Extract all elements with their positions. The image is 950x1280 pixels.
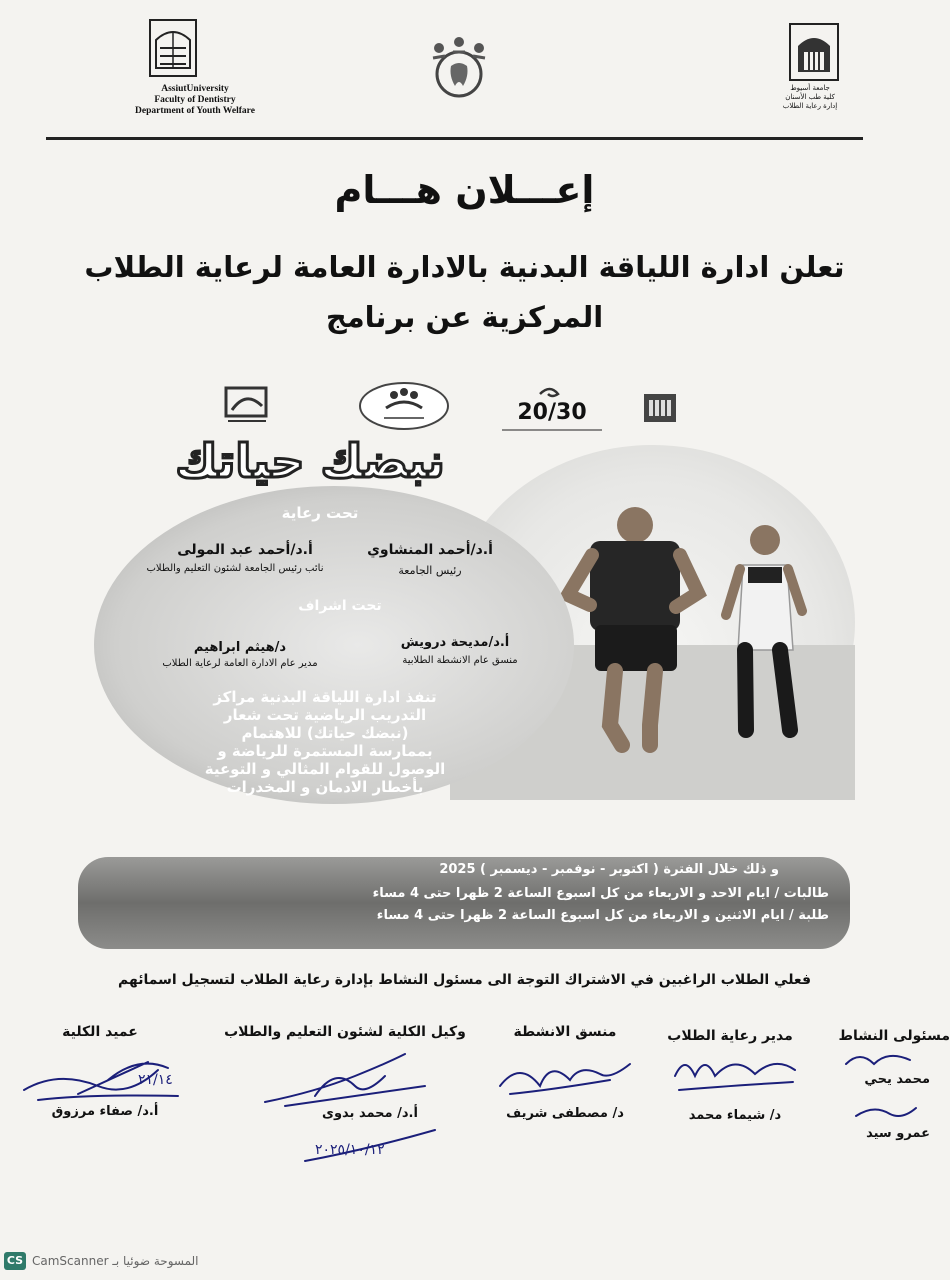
coordinator-signature (490, 1050, 640, 1100)
headline-line-1: تعلن ادارة اللياقة البدنية بالادارة العامة لرعاية الطلاب (84, 250, 845, 284)
vice-dean-name: أ.د/ محمد بدوى (322, 1106, 418, 1121)
description-line: الوصول للقوام المثالي و التوعية (204, 760, 446, 778)
patron2-title: نائب رئيس الجامعة لشئون التعليم والطلاب (146, 563, 324, 574)
header-department: Department of Youth Welfare (135, 106, 255, 116)
coordinator-name: د/ مصطفى شريف (506, 1106, 624, 1121)
patronage-heading: تحت رعاية (281, 504, 359, 522)
supervisor1-name: أ.د/مديحة درويش (400, 635, 510, 650)
header-ar-university: جامعة أسيوط (790, 84, 830, 92)
schedule-period: و ذلك خلال الفترة ( اكتوبر - نوفمبر - ديسمبر ) 2025 (439, 862, 779, 877)
activity-officers-title: مسئولى النشاط (838, 1028, 950, 1044)
description-line: التدريب الرياضية تحت شعار (223, 706, 427, 724)
supervisor2-title: مدير عام الادارة العامة لرعاية الطلاب (162, 658, 318, 669)
student-activity-logo (356, 380, 452, 432)
camscanner-watermark: المسوحة ضوئيا بـ CamScanner (32, 1254, 199, 1268)
announcement-title: إعـــلان هـــام (334, 168, 595, 212)
header-ar-department: إدارة رعاية الطلاب (782, 102, 838, 110)
svg-text:٢١/١٤: ٢١/١٤ (138, 1072, 173, 1088)
header-divider (46, 137, 863, 140)
supervisor1-title: منسق عام الانشطة الطلابية (402, 655, 518, 666)
header-faculty: Faculty of Dentistry (154, 95, 236, 105)
supervisor2-name: د/هيثم ابراهيم (193, 640, 287, 655)
sports-logo-1 (222, 384, 272, 424)
activity-officer2-signature (850, 1100, 920, 1124)
activity-officer2-name: عمرو سيد (866, 1126, 930, 1141)
coordinator-title: منسق الانشطة (513, 1024, 617, 1040)
header-ar-faculty: كلية طب الأسنان (785, 93, 835, 101)
activity-officer1-name: محمد يحي (864, 1072, 930, 1087)
faculty-logo-left (148, 18, 198, 78)
activity-officer1-signature (840, 1044, 920, 1074)
description-line: بأخطار الادمان و المخدرات (226, 778, 424, 796)
welfare-director-name: د/ شيماء محمد (688, 1108, 782, 1123)
program-slogan: نبضك حياتك (175, 434, 445, 488)
patron1-title: رئيس الجامعة (398, 564, 462, 577)
supervision-heading: تحت اشراف (298, 598, 382, 614)
sports-logo-2 (640, 388, 680, 426)
svg-text:٢٠٢٥/١٠/١٢: ٢٠٢٥/١٠/١٢ (315, 1142, 385, 1158)
header-arabic-block (765, 84, 855, 111)
dentistry-emblem-icon (423, 34, 495, 106)
patron2-name: أ.د/أحمد عبد المولى (177, 542, 313, 558)
schedule-male: طلبة / ايام الاثنين و الاربعاء من كل اسبوع الساعة 2 ظهرا حتى 4 مساء (376, 908, 829, 923)
camscanner-badge: CS (4, 1252, 26, 1270)
registration-note: فعلي الطلاب الراغبين في الاشتراك التوجة الى مسئول النشاط بإدارة رعاية الطلاب لتسجيل اسمائهم (118, 972, 811, 988)
dean-name: أ.د/ صفاء مرزوق (51, 1104, 159, 1119)
dean-title: عميد الكلية (62, 1024, 138, 1040)
vision-2030-logo (496, 384, 608, 436)
headline-line-2: المركزية عن برنامج (325, 300, 604, 334)
vision-2030-number: 20/30 (517, 400, 587, 425)
header-university: AssiutUniversity (161, 84, 229, 94)
welfare-director-title: مدير رعاية الطلاب (667, 1028, 793, 1044)
vice-dean-title: وكيل الكلية لشئون التعليم والطلاب (224, 1024, 466, 1040)
program-description (200, 688, 450, 796)
welfare-director-signature (665, 1046, 805, 1102)
schedule-female: طالبات / ايام الاحد و الاربعاء من كل اسبوع الساعة 2 ظهرا حتى 4 مساء (372, 886, 829, 901)
patron1-name: أ.د/أحمد المنشاوي (367, 542, 493, 558)
header-english-block (60, 84, 330, 117)
description-line: (نبضك حياتك) للاهتمام (241, 724, 409, 742)
dean-signature (18, 1050, 198, 1110)
university-logo-right (788, 22, 840, 82)
description-line: تنفذ ادارة اللياقة البدنية مراكز (213, 688, 437, 706)
description-line: بممارسة المستمرة للرياضة و (217, 742, 433, 760)
